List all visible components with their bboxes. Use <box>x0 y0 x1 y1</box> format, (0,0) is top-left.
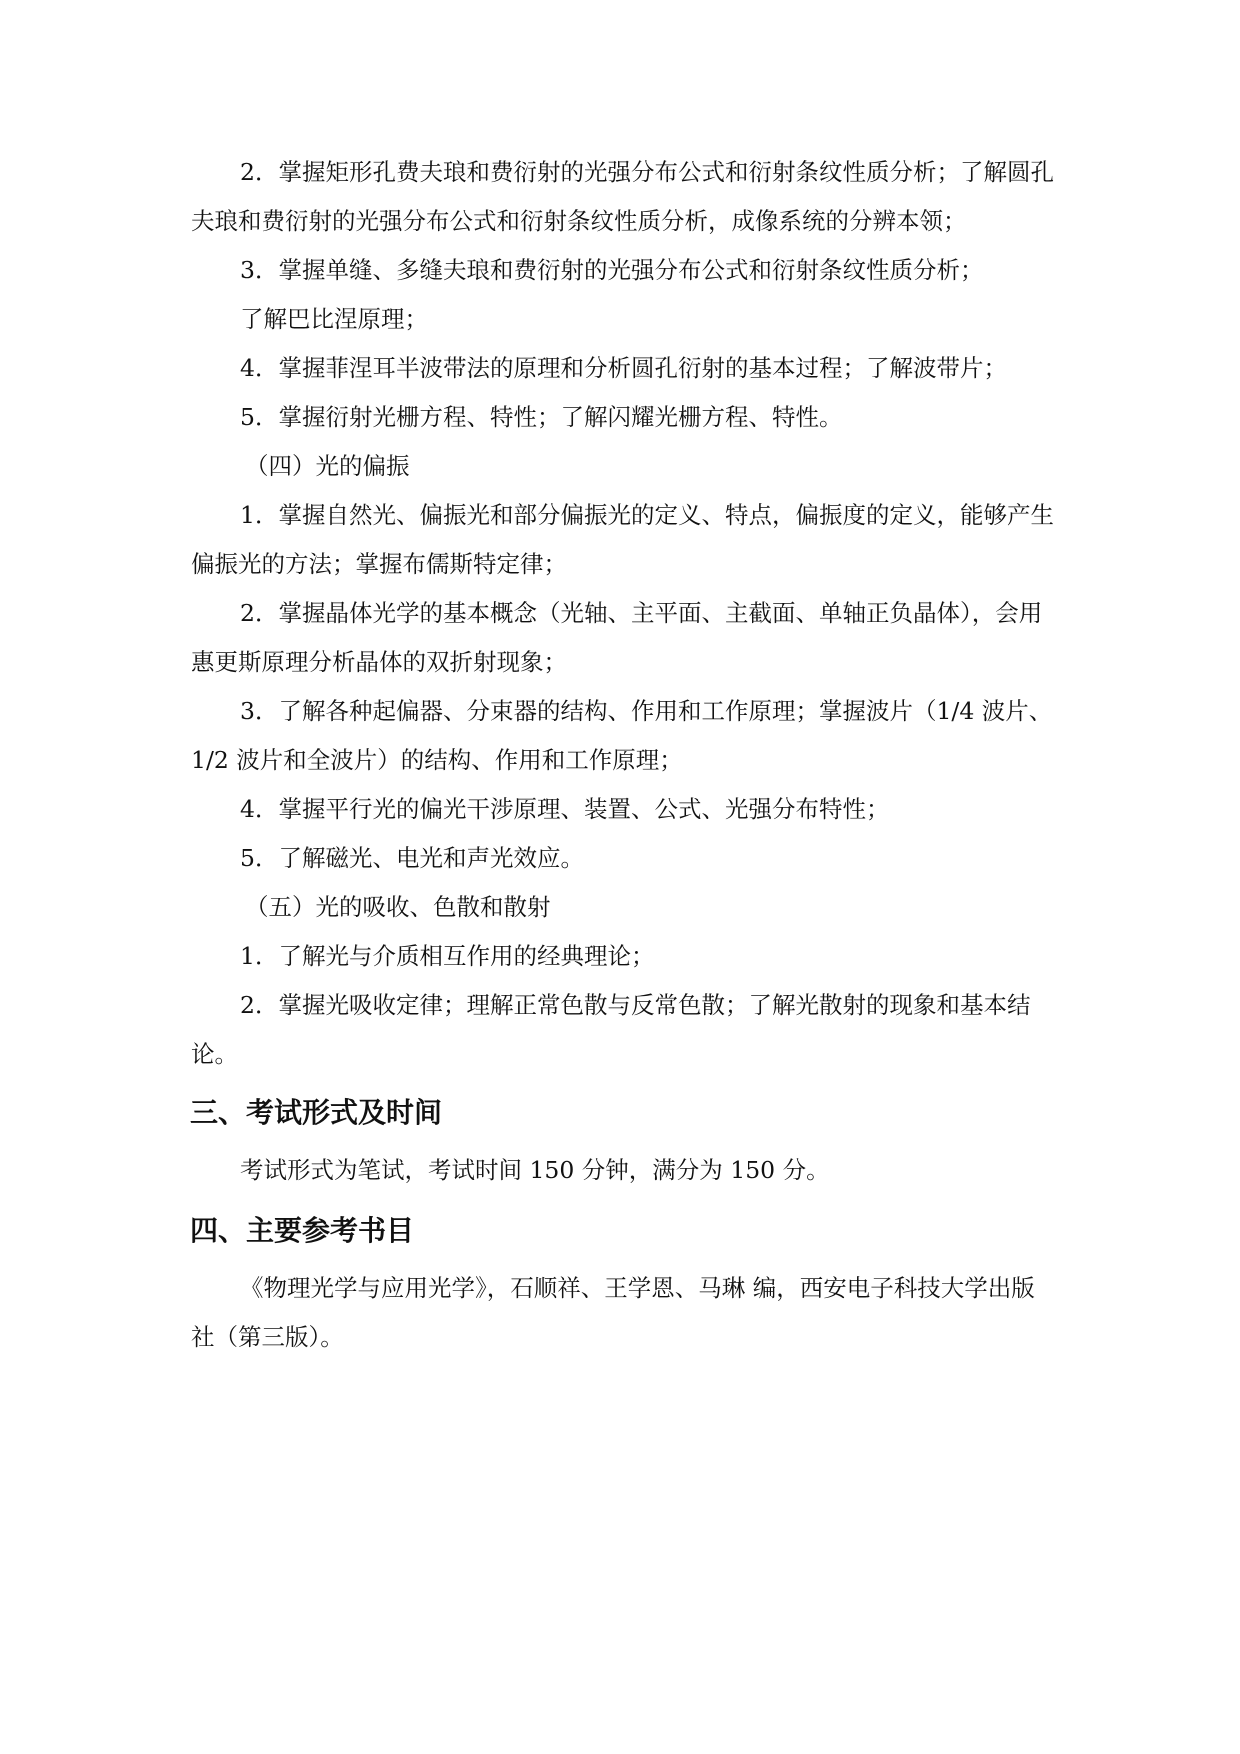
heading-exam-format: 三、考试形式及时间 <box>190 1096 443 1129</box>
paragraph-fresnel-zone: 4．掌握菲涅耳半波带法的原理和分析圆孔衍射的基本过程；了解波带片； <box>240 354 1007 382</box>
paragraph-crystal-optics: 2．掌握晶体光学的基本概念（光轴、主平面、主截面、单轴正负晶体），会用惠更斯原理分析晶体的双折射现象； <box>191 599 1043 676</box>
paragraph-polarizers: 3．了解各种起偏器、分束器的结构、作用和工作原理；掌握波片（1/4 波片、1/2 波片和全波片）的结构、作用和工作原理； <box>191 697 1053 774</box>
paragraph-effects: 5．了解磁光、电光和声光效应。 <box>240 844 584 872</box>
paragraph-grating: 5．掌握衍射光栅方程、特性；了解闪耀光栅方程、特性。 <box>240 403 843 431</box>
heading-references: 四、主要参考书目 <box>190 1214 415 1247</box>
section-polarization: （四）光的偏振 <box>245 452 410 480</box>
section-absorption: （五）光的吸收、色散和散射 <box>245 893 551 921</box>
paragraph-diffraction-single-slit: 3．掌握单缝、多缝夫琅和费衍射的光强分布公式和衍射条纹性质分析； <box>240 256 984 284</box>
paragraph-babinet: 了解巴比涅原理； <box>240 305 428 333</box>
paragraph-natural-light: 1．掌握自然光、偏振光和部分偏振光的定义、特点，偏振度的定义，能够产生偏振光的方法；掌握布儒斯特定律； <box>191 501 1054 578</box>
paragraph-interference: 4．掌握平行光的偏光干涉原理、装置、公式、光强分布特性； <box>240 795 890 823</box>
paragraph-absorption-law: 2．掌握光吸收定律；理解正常色散与反常色散；了解光散射的现象和基本结论。 <box>191 991 1031 1068</box>
paragraph-exam-format: 考试形式为笔试，考试时间 150 分钟，满分为 150 分。 <box>240 1156 830 1184</box>
paragraph-medium-theory: 1．了解光与介质相互作用的经典理论； <box>240 942 655 970</box>
paragraph-references: 《物理光学与应用光学》，石顺祥、王学恩、马琳 编，西安电子科技大学出版社（第三版）。 <box>191 1274 1035 1351</box>
paragraph-diffraction-rect-hole: 2．掌握矩形孔费夫琅和费衍射的光强分布公式和衍射条纹性质分析；了解圆孔夫琅和费衍射的光强分布公式和衍射条纹性质分析，成像系统的分辨本领； <box>191 158 1054 235</box>
